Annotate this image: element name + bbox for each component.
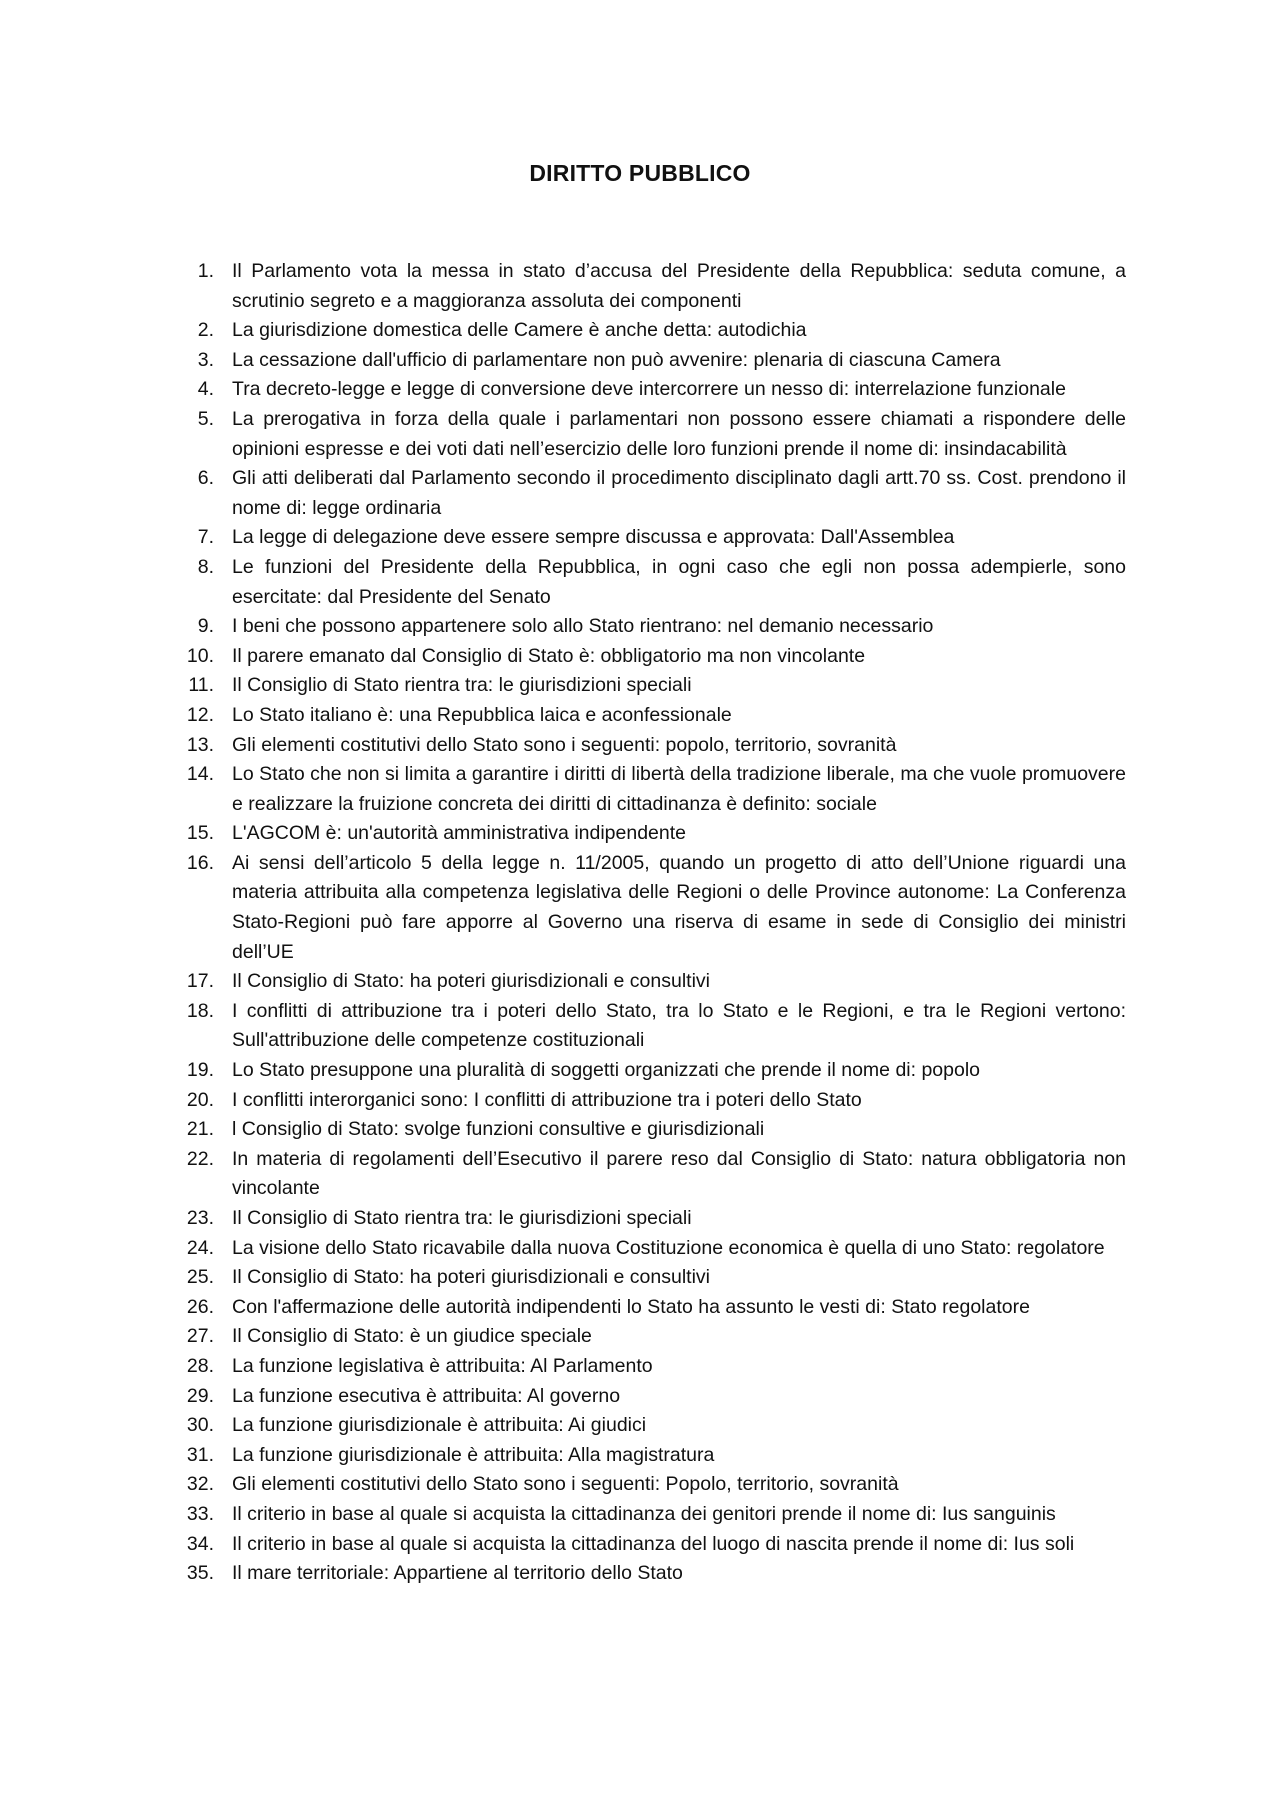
item-text: Il Consiglio di Stato: ha poteri giurisdizionali e consultivi — [232, 1266, 710, 1289]
list-item — [180, 1234, 1126, 1264]
item-text: Lo Stato presuppone una pluralità di soggetti organizzati che prende il nome di: popolo — [232, 1059, 981, 1082]
list-item — [180, 553, 1126, 612]
list-item — [180, 523, 1126, 553]
list-item — [180, 1500, 1126, 1530]
item-text: Lo Stato italiano è: una Repubblica laica e aconfessionale — [232, 703, 732, 726]
item-number: 3. — [197, 348, 214, 371]
item-number: 11. — [188, 674, 214, 697]
item-number: 14. — [186, 763, 214, 786]
item-text: L'AGCOM è: un'autorità amministrativa indipendente — [232, 822, 687, 845]
item-text: I conflitti interorganici sono: I conflitti di attribuzione tra i poteri dello Stato — [232, 1088, 862, 1111]
list-item — [180, 1322, 1126, 1352]
item-text: Il Consiglio di Stato rientra tra: le giurisdizioni speciali — [232, 1207, 692, 1229]
item-text: La funzione giurisdizionale è attribuita: Ai giudici — [232, 1414, 647, 1437]
item-number: 5. — [197, 407, 214, 430]
item-text: Il Consiglio di Stato: è un giudice speciale — [232, 1325, 592, 1348]
item-text: La cessazione dall'ufficio di parlamentare non può avvenire: plenaria di ciascuna Camera — [232, 348, 1001, 371]
list-item — [180, 316, 1126, 346]
list-item — [180, 671, 1126, 701]
item-text: I conflitti di attribuzione tra i poteri dello Stato, tra lo Stato e le Regioni, e tra le Regioni vertono: Sull'attribuzione delle competenze costituzionali — [232, 999, 1126, 1052]
item-number: 24. — [186, 1236, 214, 1259]
item-text: Il criterio in base al quale si acquista la cittadinanza del luogo di nascita prende il nome di: Ius soli — [232, 1532, 1075, 1555]
item-number: 19. — [186, 1059, 214, 1082]
item-number: 30. — [186, 1414, 214, 1437]
list-item — [180, 701, 1126, 731]
item-number: 27. — [186, 1325, 214, 1348]
list-item — [180, 1086, 1126, 1116]
item-number: 20. — [186, 1088, 214, 1111]
list-item — [180, 731, 1126, 761]
item-text: Tra decreto-legge e legge di conversione deve intercorrere un nesso di: interrelazione funzionale — [232, 378, 1066, 401]
item-number: 33. — [186, 1502, 214, 1525]
item-number: 31. — [186, 1443, 214, 1466]
item-text: Con l'affermazione delle autorità indipendenti lo Stato ha assunto le vesti di: Stato regolatore — [232, 1295, 1030, 1318]
item-text: I beni che possono appartenere solo allo Stato rientrano: nel demanio necessario — [232, 615, 934, 638]
item-text: Il Parlamento vota la messa in stato d’accusa del Presidente della Repubblica: seduta comune, a scrutinio segreto e a maggioranza assoluta dei componenti — [232, 260, 1126, 312]
item-number: 4. — [197, 378, 214, 401]
item-text: Il Consiglio di Stato rientra tra: le giurisdizioni speciali — [232, 674, 692, 697]
item-number: 16. — [186, 851, 214, 874]
item-text: Le funzioni del Presidente della Repubblica, in ogni caso che egli non possa adempierle, sono esercitate: dal Presidente del Senato — [232, 555, 1126, 608]
item-number: 10. — [186, 644, 214, 667]
list-item — [180, 1115, 1126, 1145]
item-text: In materia di regolamenti dell’Esecutivo il parere reso dal Consiglio di Stato: natura obbligatoria non vincolante — [232, 1147, 1126, 1200]
item-text: La giurisdizione domestica delle Camere è anche detta: autodichia — [232, 319, 807, 342]
item-number: 28. — [186, 1354, 214, 1377]
item-number: 12. — [186, 703, 214, 726]
list-item — [180, 967, 1126, 997]
list-item — [180, 1263, 1126, 1293]
list-item — [180, 1204, 1126, 1234]
item-number: 13. — [186, 733, 214, 756]
item-number: 25. — [186, 1266, 214, 1289]
list-item — [180, 1352, 1126, 1382]
list-item — [180, 612, 1126, 642]
item-text: Il criterio in base al quale si acquista la cittadinanza dei genitori prende il nome di: Ius sanguinis — [232, 1502, 1056, 1525]
item-number: 2. — [197, 319, 214, 342]
item-number: 1. — [197, 260, 214, 282]
item-number: 29. — [186, 1384, 214, 1407]
item-number: 26. — [186, 1295, 214, 1318]
list-item — [180, 760, 1126, 819]
list-item — [180, 1559, 1126, 1589]
list-item — [180, 1056, 1126, 1086]
list-item — [180, 375, 1126, 405]
list-item — [180, 1411, 1126, 1441]
item-number: 15. — [186, 822, 214, 845]
list-item — [180, 1441, 1126, 1471]
item-number: 21. — [186, 1118, 214, 1141]
item-number: 32. — [186, 1473, 214, 1496]
item-text: Gli elementi costitutivi dello Stato sono i seguenti: popolo, territorio, sovranità — [232, 733, 897, 756]
list-item — [180, 1293, 1126, 1323]
item-text: Gli atti deliberati dal Parlamento secondo il procedimento disciplinato dagli artt.70 ss. Cost. prendono il nome di: legge ordinaria — [232, 467, 1126, 519]
list-item — [180, 257, 1126, 316]
item-text: La funzione giurisdizionale è attribuita: Alla magistratura — [232, 1443, 715, 1466]
item-text: l Consiglio di Stato: svolge funzioni consultive e giurisdizionali — [232, 1118, 765, 1141]
item-number: 8. — [197, 555, 214, 578]
item-text: La visione dello Stato ricavabile dalla nuova Costituzione economica è quella di uno Stato: regolatore — [232, 1236, 1105, 1259]
item-text: Lo Stato che non si limita a garantire i diritti di libertà della tradizione liberale, ma che vuole promuovere e realizzare la fruizione concreta dei diritti di cittadinanza è definito: sociale — [232, 763, 1126, 815]
item-number: 35. — [186, 1562, 214, 1585]
item-number: 6. — [197, 467, 214, 490]
item-text: Ai sensi dell’articolo 5 della legge n. 11/2005, quando un progetto di atto dell’Unione riguardi una materia attribuita alla competenza legislativa delle Regioni o delle Province autonome: La Conferenza Stato-Regioni può fare apporre al Governo una riserva di esame in sede di Consiglio dei ministri dell’UE — [232, 851, 1126, 963]
list-item — [180, 464, 1126, 523]
item-text: Gli elementi costitutivi dello Stato sono i seguenti: Popolo, territorio, sovranità — [232, 1473, 899, 1496]
list-item — [180, 1530, 1126, 1560]
list-item — [180, 1470, 1126, 1500]
item-number: 34. — [186, 1532, 214, 1555]
question-list — [180, 257, 1126, 1589]
item-text: Il mare territoriale: Appartiene al territorio dello Stato — [232, 1562, 683, 1585]
list-item — [180, 642, 1126, 672]
list-item — [180, 819, 1126, 849]
item-number: 18. — [186, 999, 214, 1022]
item-text: La funzione esecutiva è attribuita: Al governo — [232, 1384, 621, 1407]
item-text: La legge di delegazione deve essere sempre discussa e approvata: Dall'Assemblea — [232, 526, 955, 549]
list-item — [180, 997, 1126, 1056]
item-text: Il parere emanato dal Consiglio di Stato è: obbligatorio ma non vincolante — [232, 644, 866, 667]
list-item — [180, 849, 1126, 967]
item-text: La prerogativa in forza della quale i parlamentari non possono essere chiamati a rispondere delle opinioni espresse e dei voti dati nell’esercizio delle loro funzioni prende il nome di: insindacabilità — [232, 407, 1126, 460]
list-item — [180, 1145, 1126, 1204]
item-number: 22. — [186, 1147, 214, 1170]
list-item — [180, 405, 1126, 464]
item-text: La funzione legislativa è attribuita: Al Parlamento — [232, 1354, 653, 1377]
page-title: DIRITTO PUBBLICO — [529, 160, 751, 186]
item-number: 9. — [197, 615, 214, 638]
item-number: 7. — [197, 526, 214, 549]
item-number: 17. — [186, 970, 214, 993]
list-item — [180, 1382, 1126, 1412]
item-text: Il Consiglio di Stato: ha poteri giurisdizionali e consultivi — [232, 970, 710, 993]
list-item — [180, 346, 1126, 376]
item-number: 23. — [186, 1207, 214, 1229]
